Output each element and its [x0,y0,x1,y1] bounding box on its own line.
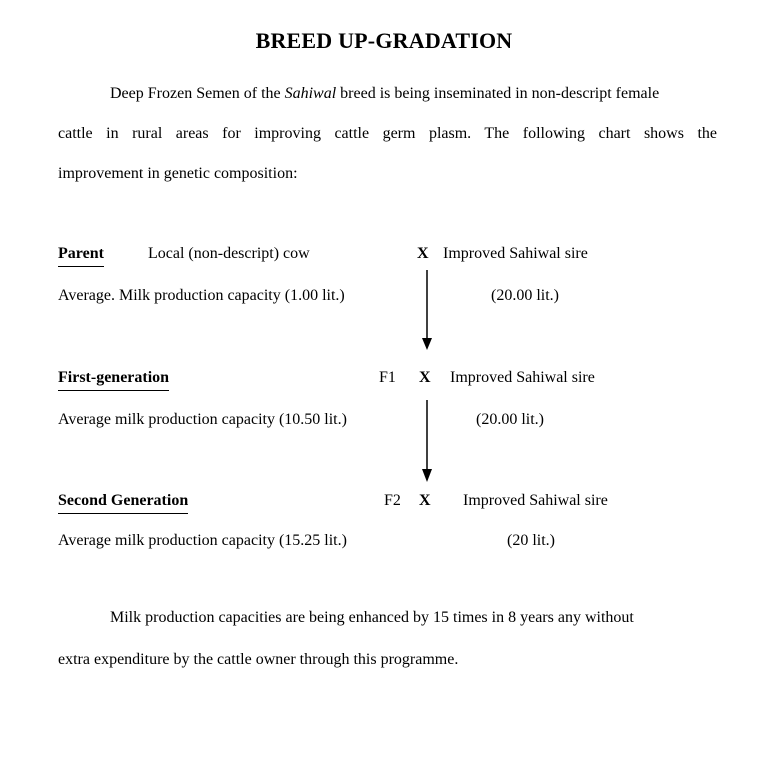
parent-sire: Improved Sahiwal sire [443,245,588,262]
first-generation-sire-yield: (20.00 lit.) [476,411,544,428]
conclusion-line-1: Milk production capacities are being enhanced by 15 times in 8 years any without [110,609,634,626]
down-arrow-icon [418,400,438,484]
breed-name: Sahiwal [284,85,337,102]
intro-line-2: cattle in rural areas for improving cattle germ plasm. The following chart shows the [58,125,717,142]
second-generation-cross-mark: X [419,492,431,509]
first-generation-code: F1 [379,369,396,386]
second-generation-code: F2 [384,492,401,509]
first-generation-label: First-generation [58,369,169,391]
conclusion-line-2: extra expenditure by the cattle owner through this programme. [58,651,459,668]
intro-line-1-post: breed is being inseminated in non-descript female [336,85,660,102]
intro-line-3: improvement in genetic composition: [58,165,298,182]
second-generation-label: Second Generation [58,492,188,514]
first-generation-sire: Improved Sahiwal sire [450,369,595,386]
parent-female: Local (non-descript) cow [148,245,310,262]
second-generation-sire: Improved Sahiwal sire [463,492,608,509]
parent-female-yield: Average. Milk production capacity (1.00 lit.) [58,287,345,304]
second-generation-female-yield: Average milk production capacity (15.25 lit.) [58,532,347,549]
parent-cross-mark: X [417,245,429,262]
parent-sire-yield: (20.00 lit.) [491,287,559,304]
second-generation-sire-yield: (20 lit.) [507,532,555,549]
intro-line-1-pre: Deep Frozen Semen of the [110,85,285,102]
down-arrow-icon [418,270,438,352]
first-generation-cross-mark: X [419,369,431,386]
page-title: BREED UP-GRADATION [255,28,513,53]
parent-label: Parent [58,245,104,267]
first-generation-female-yield: Average milk production capacity (10.50 lit.) [58,411,347,428]
intro-line-1 [110,85,659,103]
